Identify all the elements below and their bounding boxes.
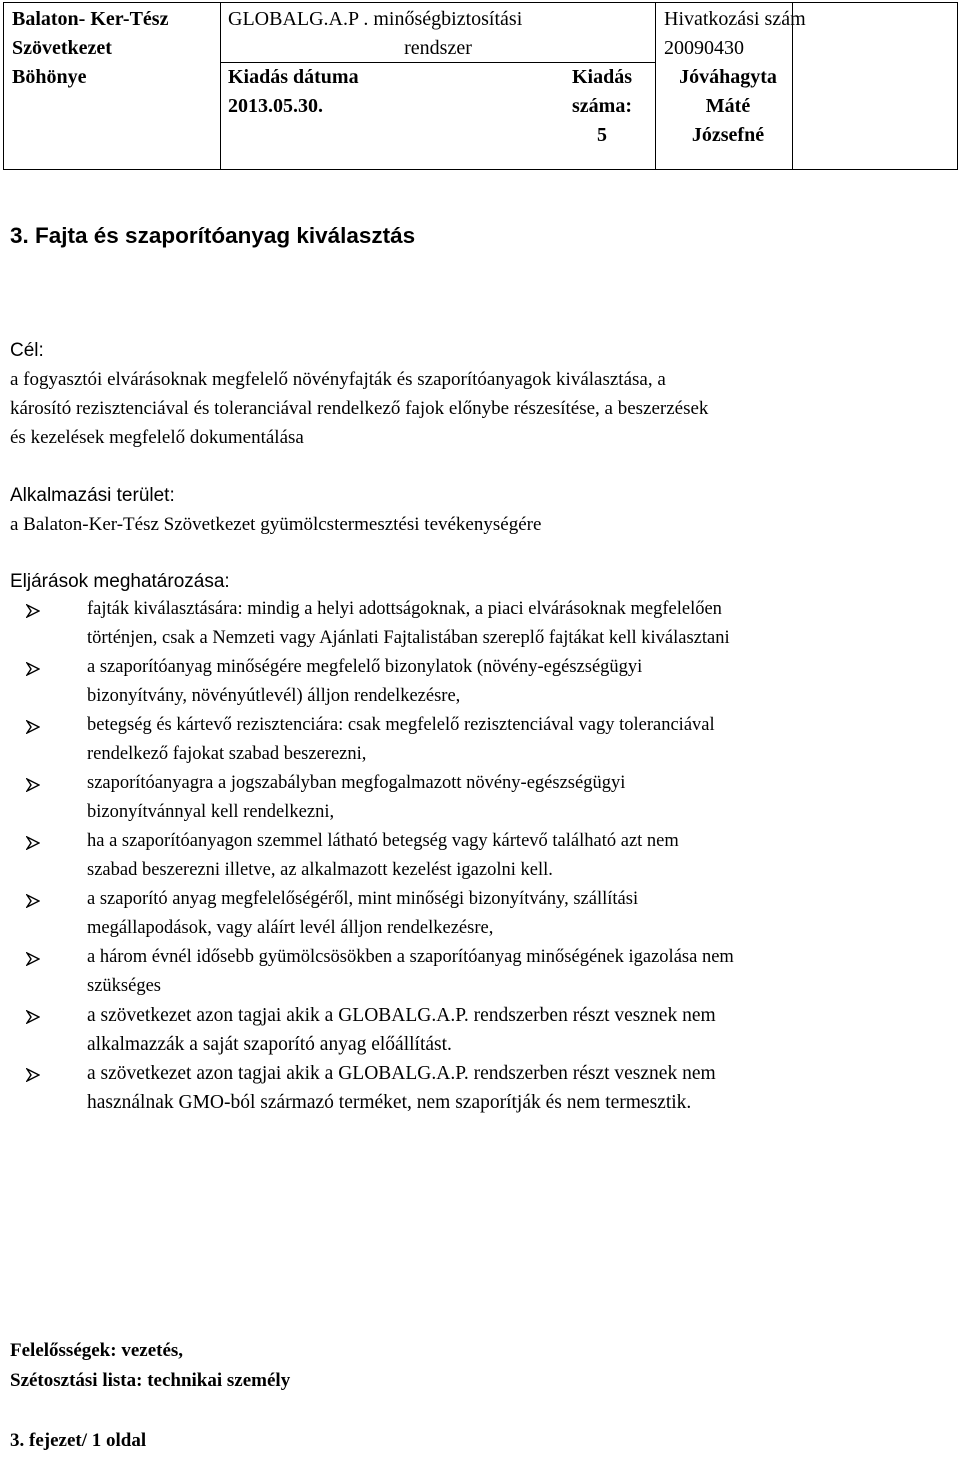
procedure-list <box>10 595 734 1117</box>
list-item-text: a szövetkezet azon tagjai akik a GLOBALG.A.P. rendszerben részt vesznek nem <box>87 1063 716 1084</box>
arrowhead-bullet-icon <box>26 836 40 850</box>
page-number: 3. fejezet/ 1 oldal <box>10 1430 147 1451</box>
arrowhead-bullet-icon <box>26 604 40 618</box>
procedures-label: Eljárások meghatározása: <box>10 571 230 592</box>
header-divider <box>655 3 656 169</box>
responsibilities: Felelősségek: vezetés, <box>10 1340 184 1361</box>
list-item-text: betegség és kártevő rezisztenciára: csak megfelelő rezisztenciával vagy toleranciával <box>87 715 715 735</box>
goal-text: a fogyasztói elvárásoknak megfelelő növényfajták és szaporítóanyagok kiválasztása, a károsító rezisztenciával és toleranciával rendelkező fajok előnybe részesítése, a beszerzések és kezelések megfelelő dokumentálása <box>10 369 709 448</box>
distribution-list: Szétosztási lista: technikai személy <box>10 1370 291 1391</box>
list-item-text: a szaporító anyag megfelelőségéről, mint minőségi bizonyítvány, szállítási <box>87 889 639 909</box>
list-item-text: megállapodások, vagy aláírt levél álljon rendelkezésre, <box>87 918 494 938</box>
arrowhead-bullet-icon <box>26 894 40 908</box>
scope-label: Alkalmazási terület: <box>10 485 175 506</box>
issue-number-value: 5 <box>597 124 607 146</box>
list-item <box>10 595 734 653</box>
reference-label: Hivatkozási szám <box>664 8 806 30</box>
org-name: Balaton- Ker-Tész Szövetkezet Böhönye <box>12 8 169 88</box>
arrowhead-bullet-icon <box>26 1010 40 1024</box>
list-item-text: a szaporítóanyag minőségére megfelelő bizonylatok (növény-egészségügyi <box>87 657 643 677</box>
list-item <box>10 1001 734 1059</box>
reference-number: 20090430 <box>664 37 744 59</box>
system-name: GLOBALG.A.P . minőségbiztosítási rendszer <box>228 8 523 59</box>
arrowhead-bullet-icon <box>26 662 40 676</box>
list-item-text: szaporítóanyagra a jogszabályban megfogalmazott növény-egészségügyi <box>87 773 626 793</box>
list-item-text: használnak GMO-ból származó terméket, nem szaporítják és nem termesztik. <box>87 1092 692 1113</box>
list-item <box>10 653 734 711</box>
goal-label: Cél: <box>10 340 44 361</box>
list-item-text: bizonyítvány, növényútlevél) álljon rendelkezésre, <box>87 686 461 706</box>
list-item-text: fajták kiválasztására: mindig a helyi adottságoknak, a piaci elvárásoknak megfelelően <box>87 599 722 619</box>
list-item-text: szükséges <box>87 976 161 996</box>
list-item-text: szabad beszerezni illetve, az alkalmazott kezelést igazolni kell. <box>87 860 553 880</box>
list-item-text: alkalmazzák a saját szaporító anyag előállítást. <box>87 1034 452 1055</box>
list-item-text: ha a szaporítóanyagon szemmel látható betegség vagy kártevő található azt nem <box>87 831 679 851</box>
approved-label: Jóváhagyta <box>679 66 777 88</box>
section-title: 3. Fajta és szaporítóanyag kiválasztás <box>10 223 416 248</box>
header-table <box>3 2 958 170</box>
list-item-text: rendelkező fajokat szabad beszerezni, <box>87 744 367 764</box>
issue-date-value: 2013.05.30. <box>228 95 323 117</box>
header-divider <box>220 3 221 169</box>
arrowhead-bullet-icon <box>26 778 40 792</box>
reference <box>664 5 806 63</box>
list-item-text: a szövetkezet azon tagjai akik a GLOBALG.A.P. rendszerben részt vesznek nem <box>87 1005 716 1026</box>
issue-date <box>228 63 359 121</box>
list-item <box>10 943 734 1001</box>
goal-section <box>10 336 44 365</box>
issue-date-label: Kiadás dátuma <box>228 66 359 88</box>
issue-number: Kiadás száma: 5 <box>552 63 652 150</box>
approval: Jóváhagyta Máté Józsefné <box>664 63 792 150</box>
arrowhead-bullet-icon <box>26 1068 40 1082</box>
list-item <box>10 769 734 827</box>
list-item-text: történjen, csak a Nemzeti vagy Ajánlati Fajtalistában szereplő fajtákat kell kiválasztani <box>87 628 730 648</box>
list-item-text: a három évnél idősebb gyümölcsösökben a szaporítóanyag minőségének igazolása nem <box>87 947 734 967</box>
list-item <box>10 1059 734 1117</box>
arrowhead-bullet-icon <box>26 720 40 734</box>
list-item <box>10 711 734 769</box>
list-item-text: bizonyítvánnyal kell rendelkezni, <box>87 802 335 822</box>
scope-text: a Balaton-Ker-Tész Szövetkezet gyümölcstermesztési tevékenységére <box>10 514 542 535</box>
list-item <box>10 885 734 943</box>
list-item <box>10 827 734 885</box>
arrowhead-bullet-icon <box>26 952 40 966</box>
